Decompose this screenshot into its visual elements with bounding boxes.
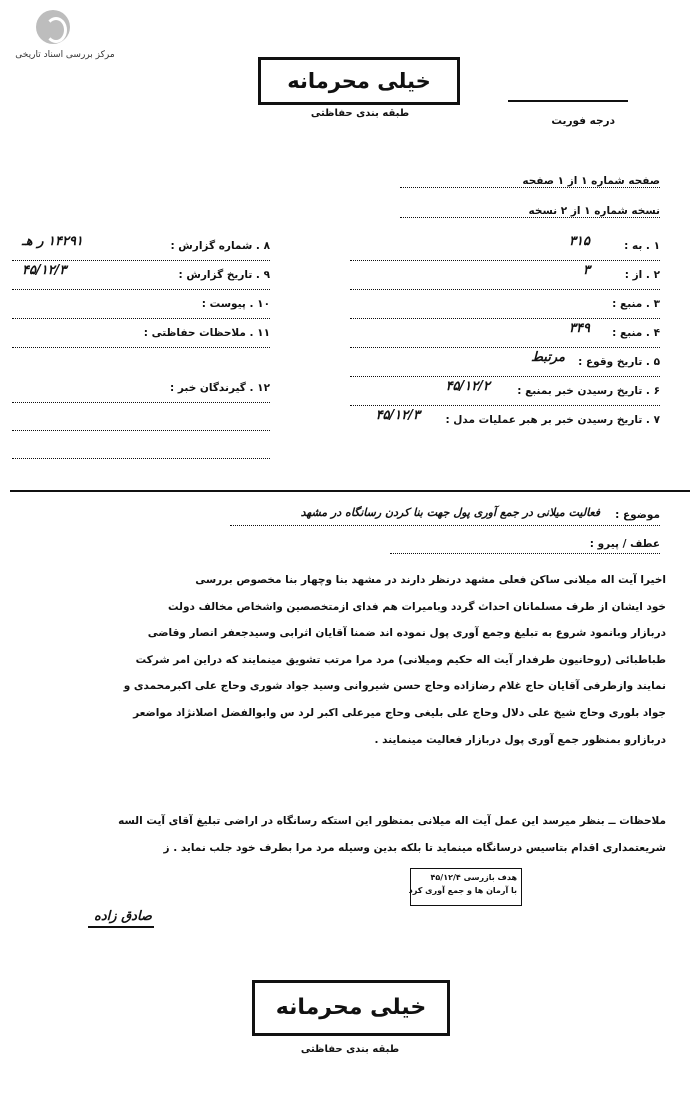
remarks (18, 815, 666, 854)
field-12 (12, 374, 270, 403)
field-5-label: ۵ . تاریخ وقوع : (578, 356, 660, 368)
blank-line-2 (12, 458, 270, 459)
field-7-value: ۴۵/۱۲/۳ (375, 408, 420, 423)
body-line-4: طباطبائی (روحانیون طرفدار آیت اله حکیم ومیلانی) مرد مرا مرتب تشویق مینمایند که دراین امر شرکت (135, 653, 666, 666)
archive-logo-text: مرکز بررسی اسناد تاریخی (15, 50, 115, 60)
field-2-value: ۳ (583, 263, 590, 278)
subject-label: موضوع : (615, 509, 660, 521)
field-7-label: ۷ . تاریخ رسیدن خبر بر هبر عملیات مدل : (445, 414, 660, 426)
field-4-label: ۴ . منبع : (612, 327, 660, 339)
field-8 (12, 232, 270, 261)
field-4 (350, 319, 660, 348)
field-4-value: ۳۴۹ (569, 321, 590, 336)
field-6-label: ۶ . تاریخ رسیدن خبر بمنبع : (517, 385, 660, 397)
field-6 (350, 377, 660, 406)
remarks-line-2: شریعتمداری اقدام بتاسیس درسانگاه مینماید تا بلکه بدین وسیله مرد مرا بطرف خود جلب نماید . ز (163, 841, 666, 854)
field-1-label: ۱ . به : (624, 240, 660, 252)
field-8-value: ۱۴۲۹۱ ر هـ (22, 234, 83, 249)
field-9-value: ۴۵/۱۲/۳ (22, 263, 67, 278)
field-3-label: ۳ . منبع : (612, 298, 660, 310)
field-1-value: ۳۱۵ (569, 234, 590, 249)
classification-caption-bottom: طبقه بندی حفاظتی (300, 1044, 400, 1055)
field-8-label: ۸ . شماره گزارش : (170, 240, 270, 252)
field-11 (12, 319, 270, 348)
field-2 (350, 261, 660, 290)
handwritten-box (410, 868, 522, 906)
field-9 (12, 261, 270, 290)
field-3 (350, 290, 660, 319)
reference-label: عطف / پیرو : (589, 538, 660, 550)
section-divider (10, 490, 690, 492)
copy-number-line: نسخه شماره ۱ از ۲ نسخه (400, 205, 660, 218)
field-7 (350, 406, 660, 434)
classification-caption-top: طبقه بندی حفاظتی (310, 108, 410, 119)
subject-line (230, 503, 660, 526)
priority-label: درجه فوریت (551, 115, 615, 127)
body-line-2: خود ایشان از طرف مسلمانان احداث گردد وبامیرات هم فدای ازمتخصصین واشخاص مخالف دولت (167, 600, 666, 613)
handwritten-box-line-2: با آرمان ها و جمع آوری کرد (408, 886, 517, 895)
remarks-line-1: ملاحظات ــ بنظر میرسد این عمل آیت اله میلانی بمنظور این استکه رسانگاه در اراضی تبلیغ آقای آیت السه (118, 815, 666, 827)
body-line-3: دربازار وبانمود شروع به تبلیغ وجمع آوری پول نموده اند ضمنا آقایان اثرابی وسیدجعفر انصار وقاضی (147, 627, 666, 640)
priority-rule (508, 100, 628, 102)
page-number-line: صفحه شماره ۱ از ۱ صفحه (400, 175, 660, 188)
signature-text: صادق زاده (94, 909, 152, 924)
signature-underline (88, 926, 154, 928)
field-10-label: ۱۰ . پیوست : (201, 298, 270, 310)
field-6-value: ۴۵/۱۲/۲ (445, 379, 490, 394)
field-1 (350, 232, 660, 261)
field-10 (12, 290, 270, 319)
field-5-value: مرتبط (530, 350, 565, 365)
handwritten-box-line-1: هدف بازرسی ۴۵/۱۲/۴ (430, 873, 517, 882)
field-2-label: ۲ . از : (624, 269, 660, 281)
body-line-5: نمایند وازطرفی آقایان حاج غلام رضازاده وحاج حسن شیروانی وسید جواد شوری وحاج علی اکبرمحمدی و (123, 680, 666, 693)
subject-value: فعالیت میلانی در جمع آوری پول جهت بنا کردن رسانگاه در مشهد (300, 506, 600, 519)
field-12-label: ۱۲ . گیرندگان خبر : (170, 382, 270, 394)
field-9-label: ۹ . تاریخ گزارش : (178, 269, 270, 281)
classification-stamp-top: خیلی محرمانه (258, 57, 460, 105)
right-fields (350, 232, 660, 434)
signature (88, 905, 158, 928)
body-line-7: دربازارو بمنظور جمع آوری پول دربازار فعالیت مینمایند . (374, 733, 666, 746)
reference-line (390, 535, 660, 554)
field-11-label: ۱۱ . ملاحظات حفاظتی : (143, 327, 270, 339)
body-line-1: اخیرا آیت اله میلانی ساکن فعلی مشهد درنظر دارند در مشهد بنا وچهار بنا مخصوص بررسی (195, 574, 666, 586)
field-5 (350, 348, 660, 377)
blank-line-1 (12, 430, 270, 431)
report-body (18, 574, 666, 760)
archive-logo-icon (36, 10, 70, 44)
left-fields (12, 232, 270, 403)
classification-stamp-bottom: خیلی محرمانه (252, 980, 450, 1036)
body-line-6: جواد بلوری وحاج شیخ علی دلال وحاج علی بلیغی وحاج میرعلی اکبر لرد س وابوالفضل اصلانژاد مواضعر (133, 706, 666, 719)
